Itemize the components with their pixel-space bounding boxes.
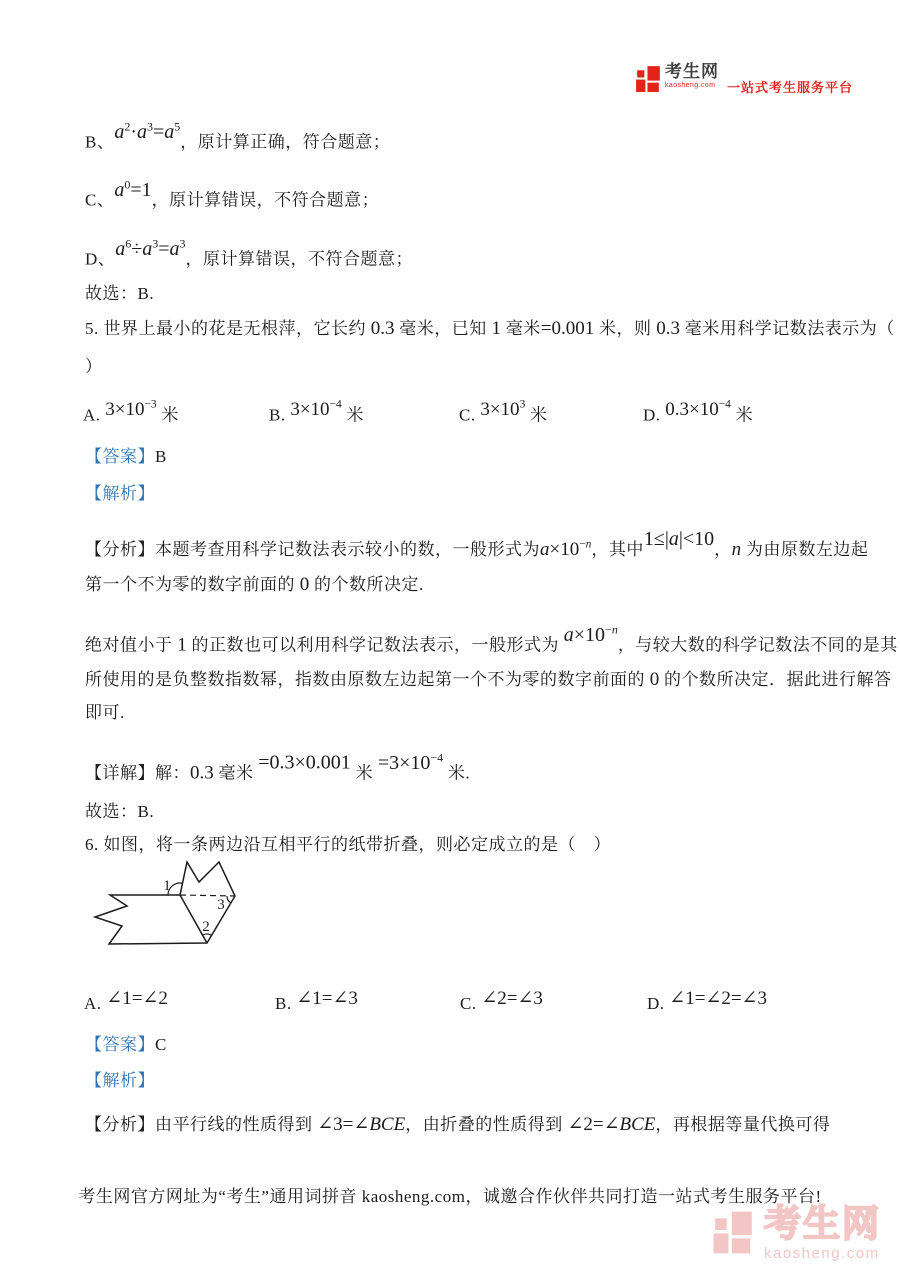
section-label: 【答案】 (85, 447, 155, 466)
math-run: $3\times 10^3$ (480, 399, 526, 421)
q5-option-d (643, 392, 753, 428)
text-run: 故选：B. (85, 284, 155, 303)
q6-option-a (84, 986, 168, 1017)
text-run: B、 (85, 132, 115, 152)
question-5-stem-cont (85, 354, 103, 380)
text-run: 即可. (85, 703, 125, 722)
angle-1-label: 1 (163, 878, 171, 894)
q5-analysis-line-3 (85, 616, 898, 659)
text-run: 毫米用科学记数法表示为（ (679, 319, 895, 338)
text-run: 第一个不为零的数字前面的 (85, 575, 300, 594)
math-run: $=3\times 10^{-4}$ (377, 750, 444, 774)
section-label: 【解析】 (85, 1071, 155, 1090)
text-run: B. (269, 405, 291, 425)
q4-option-d-line (85, 230, 413, 273)
paper-fold-figure (88, 850, 248, 955)
math-run: ∠2=∠3 (481, 988, 543, 1009)
dashed-fold-line (180, 895, 235, 896)
q6-analysis-line-1 (85, 1112, 830, 1138)
math-run: 1 (491, 318, 501, 339)
text-run: 米，则 (594, 319, 657, 338)
math-run: 0 (649, 669, 660, 690)
section-label: 【答案】 (85, 1035, 155, 1054)
math-run: 0.3 (370, 318, 395, 339)
text-run: C. (459, 405, 481, 425)
text-run: 为由原数左边起 (741, 540, 869, 559)
q6-option-b (275, 986, 358, 1017)
q5-option-b (269, 392, 364, 428)
watermark-brand-domain: kaosheng.com (764, 1245, 880, 1262)
q5-answer-line (85, 444, 167, 470)
angle-3-label: 3 (217, 897, 225, 913)
section-label: 【解析】 (85, 484, 155, 503)
text-run: ，原计算正确，符合题意； (180, 132, 391, 152)
text-run: 绝对值小于 (85, 635, 178, 655)
text-run: B (155, 447, 167, 466)
text-run: 毫米 (213, 763, 259, 783)
q5-option-c (459, 392, 548, 428)
q6-jiexi-label (85, 1068, 155, 1094)
q4-conclusion (85, 281, 154, 307)
text-run: ，其中 (591, 540, 644, 559)
text-run: ，由折叠的性质得到 (405, 1115, 568, 1134)
math-run: $3\times 10^{-3}$ (105, 399, 157, 421)
text-run: 米 (156, 405, 179, 425)
math-run: ∠2=∠BCE (567, 1114, 656, 1135)
text-run: D. (647, 994, 670, 1013)
text-run: A. (83, 405, 106, 425)
text-run: C. (460, 994, 482, 1013)
math-run: 1 (177, 634, 187, 656)
q6-answer-line (85, 1032, 167, 1058)
math-run: 0.3 (656, 318, 680, 339)
text-run: 毫米 (501, 319, 541, 338)
brand-domain: kaosheng.com (665, 82, 716, 89)
brand-tagline: 一站式考生服务平台 (727, 80, 854, 95)
text-run: 米 (525, 405, 548, 425)
header-logo (636, 62, 853, 96)
kaosheng-watermark-icon (713, 1205, 754, 1255)
q4-option-c-line (85, 171, 379, 214)
watermark-brand-name: 考生网 (764, 1203, 881, 1244)
math-run: ∠3=∠BCE (317, 1114, 406, 1135)
text-run: C (155, 1035, 167, 1054)
paper-strip-outline (95, 862, 235, 944)
watermark-logo (713, 1205, 881, 1262)
text-run: ，再根据等量代换可得 (655, 1115, 831, 1134)
text-run: 【分析】由平行线的性质得到 (85, 1115, 318, 1134)
math-run: $a\times 10^{-n}$ (540, 538, 592, 560)
text-run: 所使用的是负整数指数幂，指数由原数左边起第一个不为零的数字前面的 (85, 670, 650, 689)
text-run: ， (714, 540, 732, 559)
text-run: 6. 如图，将一条两边沿互相平行的纸带折叠，则必定成立的是（ ） (85, 835, 611, 854)
q4-option-b-line (85, 113, 390, 156)
math-run: $3\times 10^{-4}$ (290, 399, 342, 421)
text-run: 故选：B. (85, 802, 155, 821)
text-run: A. (84, 994, 107, 1013)
text-run: ，原计算错误，不符合题意； (185, 249, 414, 269)
q5-analysis-line-4 (85, 667, 892, 693)
q5-analysis-line-5 (85, 700, 125, 726)
text-run: 米 (341, 405, 364, 425)
math-run: 0 (299, 574, 310, 595)
math-run: $a^2\cdot a^3=a^5$ (114, 119, 181, 143)
text-run: B. (275, 994, 297, 1013)
math-run: $0.3\times 10^{-4}$ (665, 399, 731, 421)
text-run: C、 (85, 190, 115, 210)
q5-option-a (83, 392, 179, 428)
math-run: 1≤|a|<10 (643, 528, 715, 550)
q6-option-d (647, 986, 767, 1017)
q5-analysis-line-2 (85, 572, 424, 598)
math-run: $a^6\div a^3=a^3$ (115, 236, 186, 260)
math-run: $a\times 10^{-n}$ (563, 622, 618, 646)
text-run: D. (643, 405, 666, 425)
math-run: $a^0=1$ (114, 177, 152, 201)
text-run: 米 (730, 405, 754, 425)
math-run: =0.3×0.001 (258, 751, 351, 774)
text-run: 的个数所决定．据此进行解答 (659, 670, 892, 689)
text-run: 【分析】本题考查用科学记数法表示较小的数，一般形式为 (85, 540, 540, 559)
text-run: 的个数所决定. (309, 575, 424, 594)
text-run: 米. (443, 763, 471, 783)
math-run: ∠1=∠2 (106, 988, 168, 1009)
text-run: 的正数也可以利用科学记数法表示，一般形式为 (186, 635, 564, 655)
q5-detail-line (85, 744, 470, 787)
brand-block (665, 62, 719, 89)
text-run: ，与较大数的科学记数法不同的是其 (617, 635, 898, 655)
angle-3-arc (227, 896, 231, 903)
footer-text: 考生网官方网址为“考生”通用词拼音 kaosheng.com，诚邀合作伙伴共同打造一站式考生服务平台! (78, 1187, 822, 1206)
text-run: 【详解】解： (85, 763, 190, 783)
angle-2-label: 2 (202, 919, 210, 935)
q5-analysis-line-1 (85, 526, 868, 563)
watermark-text-block (764, 1205, 881, 1262)
text-run: 5. 世界上最小的花是无根萍，它长约 (85, 319, 371, 338)
brand-name: 考生网 (665, 62, 719, 81)
math-run: 0.3 (190, 762, 214, 784)
q5-jiexi-label (85, 481, 155, 507)
text-run: 毫米，已知 (394, 319, 492, 338)
text-run: D、 (85, 249, 116, 269)
math-run: ∠1=∠2=∠3 (669, 988, 767, 1009)
kaosheng-logo-icon (636, 62, 661, 93)
text-run: 米 (350, 763, 378, 783)
text-run: ） (85, 357, 103, 376)
math-run: =0.001 (540, 318, 595, 339)
text-run: ，原计算错误，不符合题意； (151, 190, 380, 210)
q5-conclusion (85, 799, 154, 825)
question-5-stem (85, 316, 895, 342)
math-run: n (731, 539, 742, 560)
math-run: ∠1=∠3 (296, 988, 358, 1009)
q6-option-c (460, 986, 543, 1017)
